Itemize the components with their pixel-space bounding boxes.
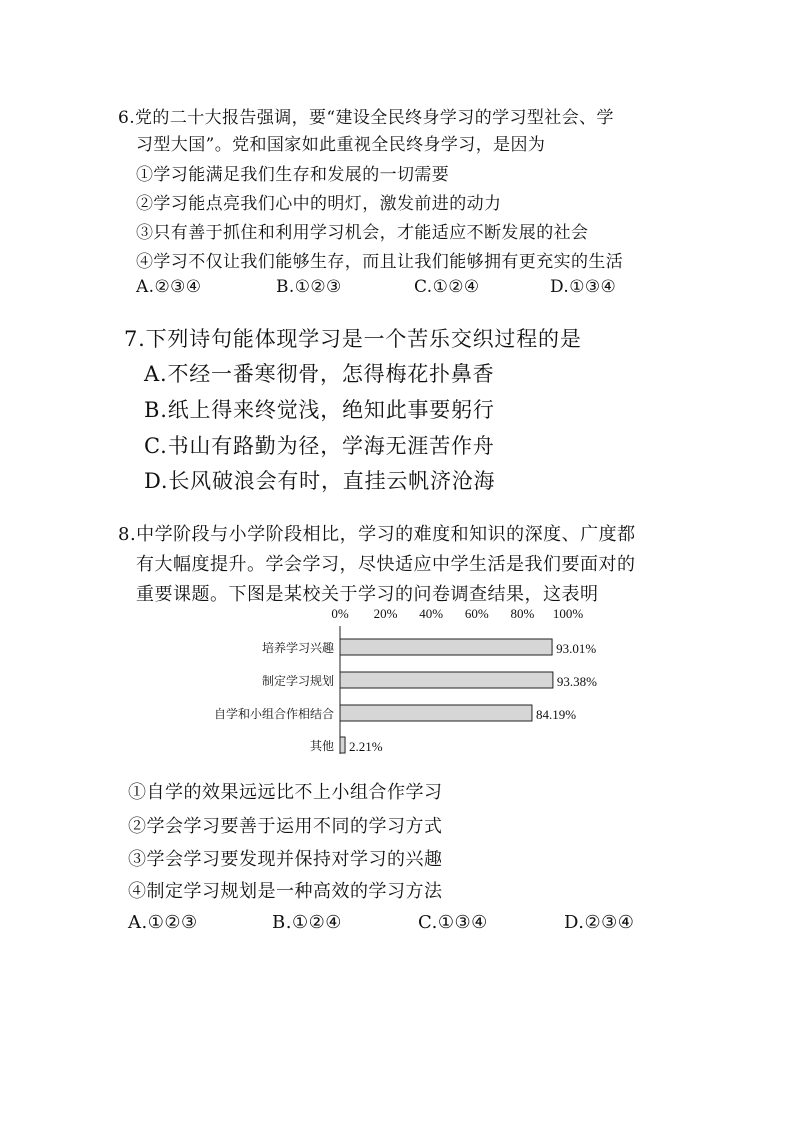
q8-stem-line1: 8.中学阶段与小学阶段相比，学习的难度和知识的深度、广度都 xyxy=(118,524,636,545)
q7-option-d[interactable]: D.长风破浪会有时，直挂云帆济沧海 xyxy=(144,469,496,493)
q8-stem-line2: 有大幅度提升。学会学习，尽快适应中学生活是我们要面对的 xyxy=(136,554,636,575)
q8-option-a[interactable]: A.①②③ xyxy=(128,912,198,933)
value-label: 93.38% xyxy=(556,674,598,689)
x-tick-label: 60% xyxy=(464,606,489,621)
q6-option-c[interactable]: C.①②④ xyxy=(414,277,480,297)
q8-statement-3: ③学会学习要发现并保持对学习的兴趣 xyxy=(128,849,443,870)
q6-statement-3: ③只有善于抓住和利用学习机会，才能适应不断发展的社会 xyxy=(136,223,589,243)
category-label: 制定学习规划 xyxy=(261,674,334,688)
bar xyxy=(340,737,345,753)
x-tick-label: 0% xyxy=(331,606,349,621)
q8-option-c[interactable]: C.①③④ xyxy=(418,912,488,933)
x-tick-label: 100% xyxy=(552,606,584,621)
value-label: 93.01% xyxy=(556,641,597,656)
q6-statement-2: ②学习能点亮我们心中的明灯，激发前进的动力 xyxy=(136,194,502,214)
bar xyxy=(340,639,552,655)
survey-bar-chart xyxy=(180,604,620,754)
q8-options xyxy=(128,912,668,938)
category-label: 其他 xyxy=(309,739,334,753)
q8-option-d[interactable]: D.②③④ xyxy=(564,912,635,933)
x-tick-label: 20% xyxy=(373,606,398,621)
category-label: 自学和小组合作相结合 xyxy=(213,707,334,721)
q8-statement-2: ②学会学习要善于运用不同的学习方式 xyxy=(128,816,443,837)
q6-option-b[interactable]: B.①②③ xyxy=(276,277,342,297)
value-label: 2.21% xyxy=(349,739,383,754)
q6-statement-4: ④学习不仅让我们能够生存，而且让我们能够拥有更充实的生活 xyxy=(136,252,624,272)
q6-option-a[interactable]: A.②③④ xyxy=(136,277,202,297)
x-tick-label: 40% xyxy=(419,606,444,621)
category-label: 培养学习兴趣 xyxy=(261,641,334,655)
q7-option-a[interactable]: A.不经一番寒彻骨，怎得梅花扑鼻香 xyxy=(144,362,495,386)
q7-stem: 7.下列诗句能体现学习是一个苦乐交织过程的是 xyxy=(124,327,582,351)
q6-stem-line2: 习型大国”。党和国家如此重视全民终身学习，是因为 xyxy=(136,135,546,155)
q6-option-d[interactable]: D.①③④ xyxy=(550,277,617,297)
q6-statement-1: ①学习能满足我们生存和发展的一切需要 xyxy=(136,165,450,185)
q6-options xyxy=(136,277,656,301)
x-tick-label: 80% xyxy=(510,606,535,621)
bar xyxy=(340,705,532,721)
value-label: 84.19% xyxy=(535,707,577,722)
q8-stem-line3: 重要课题。下图是某校关于学习的问卷调查结果，这表明 xyxy=(136,584,599,605)
q8-option-b[interactable]: B.①②④ xyxy=(272,912,342,933)
q8-statement-1: ①自学的效果远远比不上小组合作学习 xyxy=(128,782,443,803)
bar xyxy=(340,672,553,688)
q6-stem-line1: 6.党的二十大报告强调，要“建设全民终身学习的学习型社会、学 xyxy=(118,108,614,128)
q7-option-b[interactable]: B.纸上得来终觉浅，绝知此事要躬行 xyxy=(144,398,495,422)
q7-option-c[interactable]: C.书山有路勤为径，学海无涯苦作舟 xyxy=(144,434,495,458)
q8-statement-4: ④制定学习规划是一种高效的学习方法 xyxy=(128,881,443,902)
